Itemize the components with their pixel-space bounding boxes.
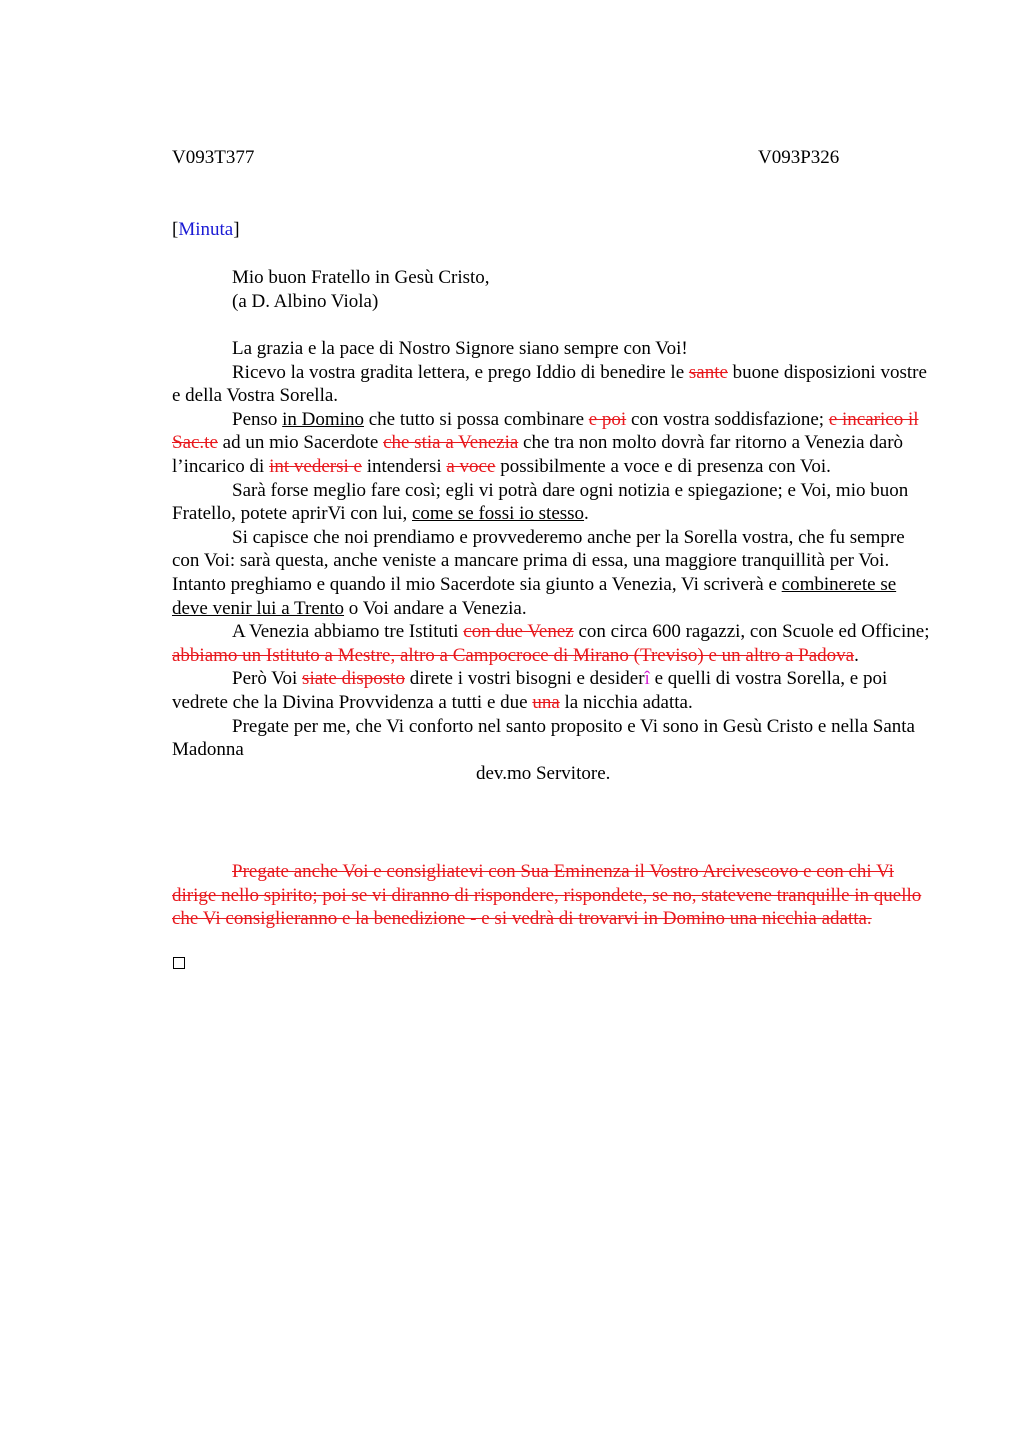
deleted-text: una [532, 691, 560, 713]
text-run: . [854, 644, 859, 666]
salutation [172, 266, 932, 313]
text-run: con vostra soddisfazione; [626, 408, 829, 430]
paragraph-3 [172, 408, 932, 479]
text-run: Però Voi [232, 668, 303, 690]
text-run: Penso [232, 408, 283, 430]
text-run: buone disposizioni vostre e della Vostra Sorella. [172, 361, 927, 407]
paragraph-1: La grazia e la pace di Nostro Signore siano sempre con Voi! [232, 338, 688, 359]
paragraph-7 [172, 667, 932, 714]
letter-body [172, 337, 932, 785]
text-run: Ricevo la vostra gradita lettera, e prego Iddio di benedire le [232, 361, 689, 383]
underlined-text: come se fossi io stesso [412, 503, 585, 525]
deleted-text: e poi [588, 408, 627, 430]
paragraph-5 [172, 526, 932, 620]
underlined-text: combinerete se deve venir lui a Trento [172, 573, 897, 619]
text-run: Sarà forse meglio fare così; egli vi potrà dare ogni notizia e spiegazione; e Voi, mio buon Fratello, potete aprirVi con lui, [172, 479, 909, 525]
salutation-line-1: Mio buon Fratello in Gesù Cristo, [232, 267, 490, 288]
deleted-text: siate disposto [302, 668, 405, 690]
text-run: direte i vostri bisogni e desider [404, 668, 645, 690]
text-run: A Venezia abbiamo tre Istituti [232, 621, 464, 643]
document-id-right: V093P326 [758, 147, 840, 168]
text-run: . [584, 503, 589, 525]
label-text: Minuta [178, 219, 234, 240]
highlighted-char: î [644, 668, 650, 690]
text-run: o Voi andare a Venezia. [344, 597, 527, 619]
label-bracket-open: [ [172, 219, 179, 240]
signature: dev.mo Servitore. [476, 762, 611, 784]
text-run: la nicchia adatta. [559, 691, 693, 713]
document-id-left: V093T377 [172, 147, 255, 168]
paragraph-2 [172, 361, 932, 408]
text-run: e quelli di vostra Sorella, e poi vedrete che la Divina Provvidenza a tutti e due [172, 668, 888, 713]
deleted-text: sante [688, 361, 728, 383]
deleted-text: abbiamo un Istituto a Mestre, altro a Campocroce di Mirano (Treviso) e un altro a Padova [172, 644, 855, 666]
deleted-text: che stia a Venezia [383, 432, 519, 454]
deleted-postscript: Pregate anche Voi e consigliatevi con Sua Eminenza il Vostro Arcivescovo e con chi Vi dirige nello spirito; poi se vi diranno di rispondere, rispondete, se no, statevene tranquille in quello che Vi consiglieranno e la benedizione - e si vedrà di trovarvi in Domino una nicchia adatta. [172, 861, 922, 930]
empty-box-glyph [173, 957, 185, 969]
text-run: possibilmente a voce e di presenza con Voi. [495, 455, 831, 477]
paragraph-4 [172, 479, 932, 526]
deleted-text: int vedersi e [269, 455, 362, 477]
text-run: che tutto si possa combinare [363, 408, 589, 430]
postscript [172, 860, 932, 931]
deleted-text: con due Venez [463, 621, 574, 643]
label-bracket-close: ] [233, 219, 240, 240]
text-run: che tra non molto dovrà far ritorno a Venezia darò l’incarico di [172, 432, 904, 477]
text-run: Si capisce che noi prendiamo e provvederemo anche per la Sorella vostra, che fu sempre con Voi: sarà questa, anche veniste a mancare prima di essa, una maggiore tranquillità per Voi. Intanto preghiamo e quando il mio Sacerdote sia giunto a Venezia, Vi scriverà e [172, 526, 905, 595]
text-run: ad un mio Sacerdote [217, 432, 384, 454]
deleted-text: a voce [446, 455, 496, 477]
minuta-label [172, 218, 932, 242]
deleted-text: e incarico il Sac.te [172, 408, 919, 454]
underlined-text: in Domino [282, 408, 364, 430]
paragraph-8: Pregate per me, che Vi conforto nel santo proposito e Vi sono in Gesù Cristo e nella Santa Madonna [172, 715, 915, 761]
paragraph-6 [172, 620, 932, 667]
text-run: con circa 600 ragazzi, con Scuole ed Officine; [573, 621, 930, 643]
salutation-line-2: (a D. Albino Viola) [232, 290, 379, 312]
text-run: intendersi [361, 455, 447, 477]
